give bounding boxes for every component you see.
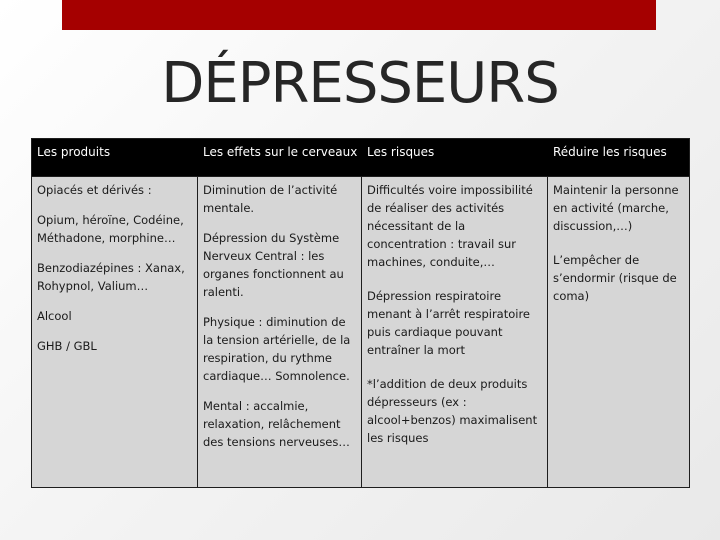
slide-title: DÉPRESSEURS <box>161 51 559 116</box>
cell-effets <box>198 177 361 487</box>
produit-item: Alcool <box>37 309 72 323</box>
table-header-row <box>32 139 689 176</box>
risque-item: Difficultés voire impossibilité de réaliser des activités nécessitant de la concentration : travail sur machines, conduite,… <box>367 183 533 269</box>
risque-item: *l’addition de deux produits dépresseurs (ex : alcool+benzos) maximalisent les risques <box>367 377 538 445</box>
effet-item: Physique : diminution de la tension artérielle, de la respiration, du rythme cardiaque… Somnolence. <box>203 315 351 383</box>
produit-item: Opium, héroïne, Codéine, Méthadone, morphine… <box>37 213 184 245</box>
effet-item: Mental : accalmie, relaxation, relâchement des tensions nerveuses… <box>203 399 350 449</box>
header-risques: Les risques <box>367 145 435 159</box>
effet-item: Dépression du Système Nerveux Central : les organes fonctionnent au ralenti. <box>203 231 344 299</box>
produit-item: Benzodiazépines : Xanax, Rohypnol, Valium… <box>37 261 185 293</box>
reduire-item: L’empêcher de s’endormir (risque de coma) <box>553 253 677 303</box>
header-effets: Les effets sur le cerveaux <box>203 145 358 159</box>
reduire-item: Maintenir la personne en activité (marche, discussion,…) <box>553 183 679 233</box>
top-accent-bar <box>62 0 656 30</box>
produit-item: Opiacés et dérivés : <box>37 183 152 197</box>
header-reduire: Réduire les risques <box>553 145 667 159</box>
cell-risques <box>362 177 547 487</box>
effet-item: Diminution de l’activité mentale. <box>203 183 338 215</box>
header-produits: Les produits <box>37 145 111 159</box>
cell-reduire <box>548 177 689 487</box>
depresseurs-table <box>31 138 690 488</box>
table-body-row <box>32 177 689 487</box>
cell-produits <box>32 177 197 487</box>
produit-item: GHB / GBL <box>37 339 97 353</box>
risque-item: Dépression respiratoire menant à l’arrêt respiratoire puis cardiaque pouvant entraîner la mort <box>367 289 531 357</box>
